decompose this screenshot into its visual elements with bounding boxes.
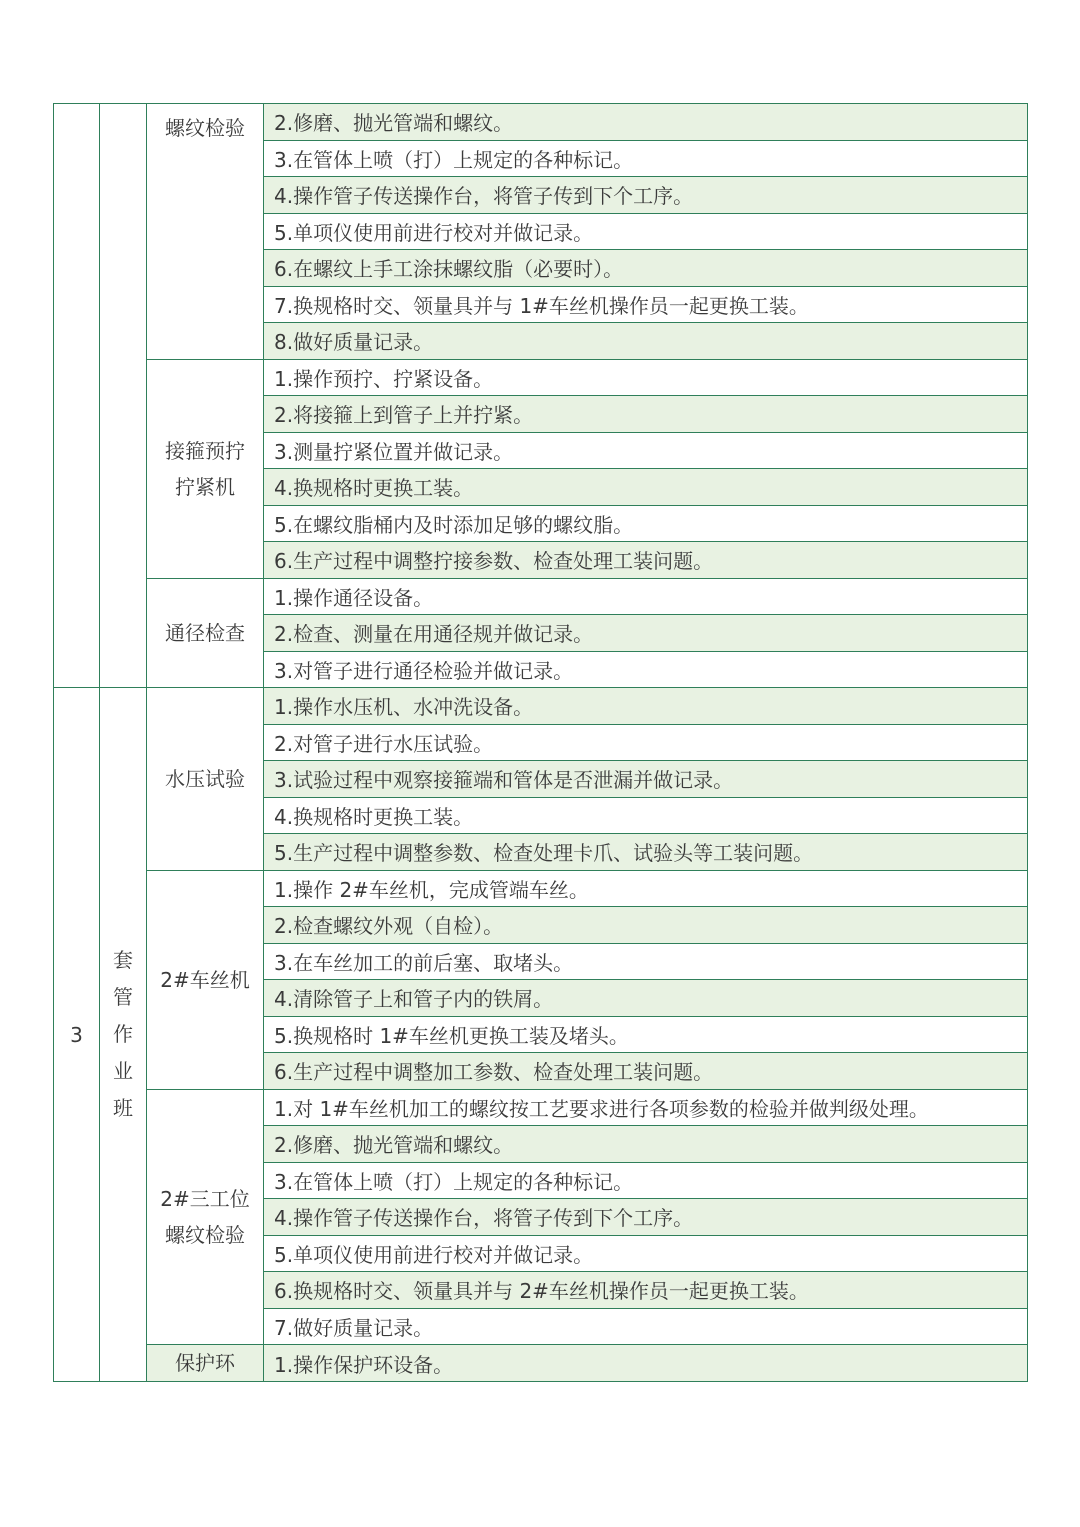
step-text: 3.测量拧紧位置并做记录。 [264, 432, 1028, 469]
step-text: 5.换规格时 1#车丝机更换工装及堵头。 [264, 1016, 1028, 1053]
table-row [54, 104, 1028, 141]
team-name: 套 管 作 业 班 [100, 688, 147, 1382]
step-text: 2.修磨、抛光管端和螺纹。 [264, 1126, 1028, 1163]
step-text: 1.对 1#车丝机加工的螺纹按工艺要求进行各项参数的检验并做判级处理。 [264, 1089, 1028, 1126]
table-row [54, 359, 1028, 396]
step-text: 1.操作预拧、拧紧设备。 [264, 359, 1028, 396]
step-text: 3.对管子进行通径检验并做记录。 [264, 651, 1028, 688]
section-number-cell-blank [54, 104, 100, 688]
step-text: 2.修磨、抛光管端和螺纹。 [264, 104, 1028, 141]
table-row [54, 578, 1028, 615]
process-coupling-makeup: 接箍预拧 拧紧机 [147, 359, 264, 578]
process-protector-ring: 保护环 [147, 1345, 264, 1382]
step-text: 5.单项仪使用前进行校对并做记录。 [264, 1235, 1028, 1272]
step-text: 4.操作管子传送操作台，将管子传到下个工序。 [264, 177, 1028, 214]
step-text: 5.单项仪使用前进行校对并做记录。 [264, 213, 1028, 250]
step-text: 2.对管子进行水压试验。 [264, 724, 1028, 761]
step-text: 6.生产过程中调整加工参数、检查处理工装问题。 [264, 1053, 1028, 1090]
process-hydro-test: 水压试验 [147, 688, 264, 871]
section-number: 3 [54, 688, 100, 1382]
step-text: 7.做好质量记录。 [264, 1308, 1028, 1345]
table-row [54, 1345, 1028, 1382]
step-text: 8.做好质量记录。 [264, 323, 1028, 360]
step-text: 6.换规格时交、领量具并与 2#车丝机操作员一起更换工装。 [264, 1272, 1028, 1309]
process-threading-machine-2: 2#车丝机 [147, 870, 264, 1089]
step-text: 4.换规格时更换工装。 [264, 469, 1028, 506]
step-text: 7.换规格时交、领量具并与 1#车丝机操作员一起更换工装。 [264, 286, 1028, 323]
step-text: 6.生产过程中调整拧接参数、检查处理工装问题。 [264, 542, 1028, 579]
step-text: 4.换规格时更换工装。 [264, 797, 1028, 834]
step-text: 3.在车丝加工的前后塞、取堵头。 [264, 943, 1028, 980]
step-text: 1.操作水压机、水冲洗设备。 [264, 688, 1028, 725]
step-text: 1.操作 2#车丝机，完成管端车丝。 [264, 870, 1028, 907]
table-row [54, 688, 1028, 725]
step-text: 4.清除管子上和管子内的铁屑。 [264, 980, 1028, 1017]
step-text: 2.检查、测量在用通径规并做记录。 [264, 615, 1028, 652]
step-text: 5.在螺纹脂桶内及时添加足够的螺纹脂。 [264, 505, 1028, 542]
duty-table [53, 103, 1028, 1382]
process-thread-inspection: 螺纹检验 [147, 104, 264, 360]
step-text: 3.在管体上喷（打）上规定的各种标记。 [264, 140, 1028, 177]
step-text: 2.检查螺纹外观（自检）。 [264, 907, 1028, 944]
step-text: 6.在螺纹上手工涂抹螺纹脂（必要时）。 [264, 250, 1028, 287]
step-text: 1.操作保护环设备。 [264, 1345, 1028, 1382]
step-text: 2.将接箍上到管子上并拧紧。 [264, 396, 1028, 433]
step-text: 5.生产过程中调整参数、检查处理卡爪、试验头等工装问题。 [264, 834, 1028, 871]
step-text: 3.试验过程中观察接箍端和管体是否泄漏并做记录。 [264, 761, 1028, 798]
table-row [54, 870, 1028, 907]
table-row [54, 1089, 1028, 1126]
process-three-station-inspection: 2#三工位 螺纹检验 [147, 1089, 264, 1345]
step-text: 4.操作管子传送操作台，将管子传到下个工序。 [264, 1199, 1028, 1236]
team-cell-blank [100, 104, 147, 688]
step-text: 3.在管体上喷（打）上规定的各种标记。 [264, 1162, 1028, 1199]
step-text: 1.操作通径设备。 [264, 578, 1028, 615]
process-drift-check: 通径检查 [147, 578, 264, 688]
